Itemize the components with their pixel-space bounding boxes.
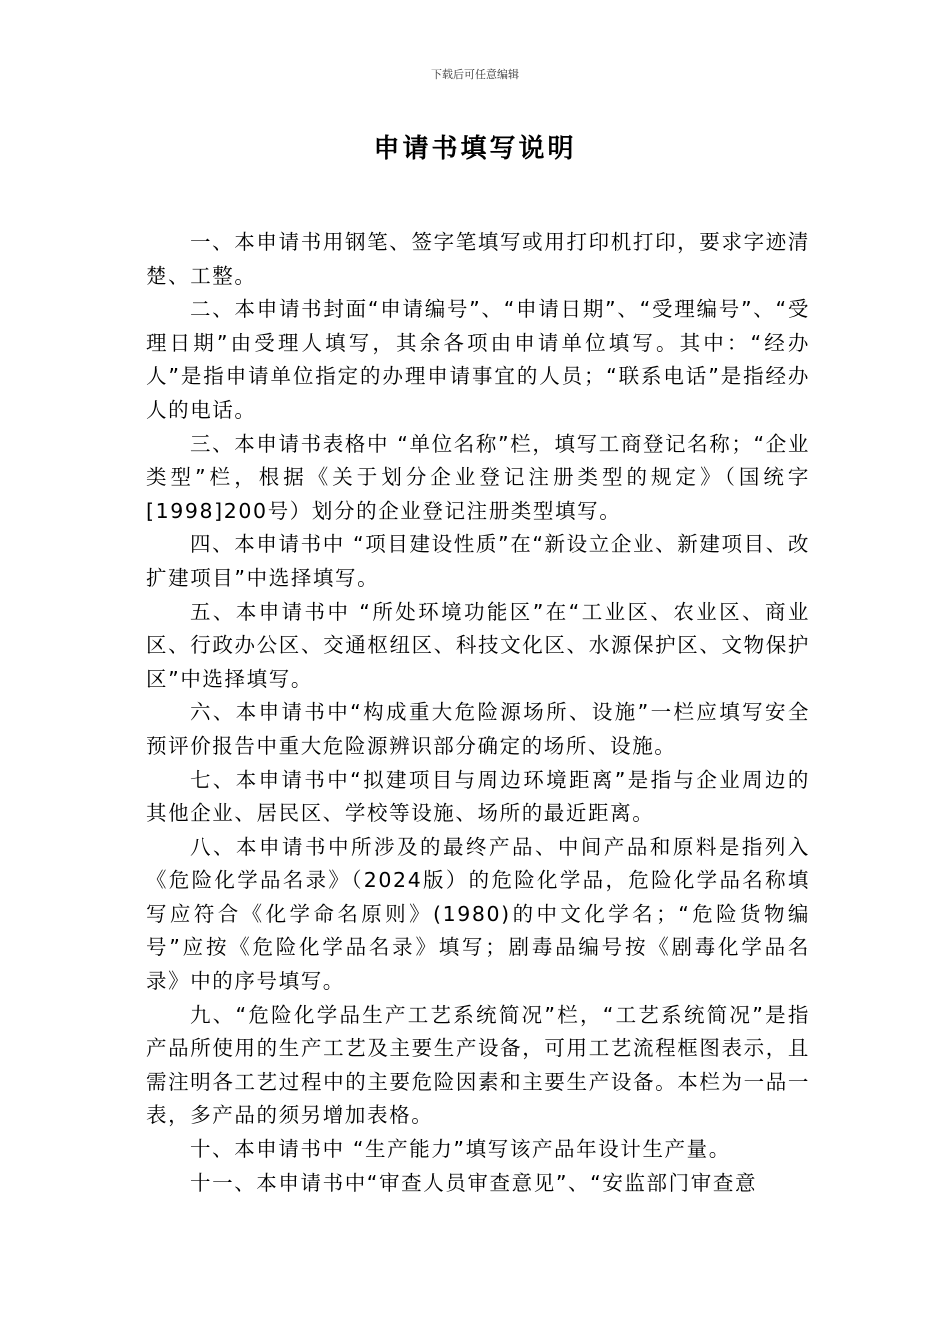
document-title: 申请书填写说明	[373, 134, 577, 164]
document-body	[146, 226, 810, 1200]
paragraph-6: 六、本申请书中“构成重大危险源场所、设施”一栏应填写安全预评价报告中重大危险源辨识部分确定的场所、设施。	[146, 700, 810, 758]
paragraph-1: 一、本申请书用钢笔、签字笔填写或用打印机打印，要求字迹清楚、工整。	[146, 230, 810, 288]
paragraph-10: 十、本申请书中 “生产能力”填写该产品年设计生产量。	[190, 1137, 731, 1162]
paragraph-4: 四、本申请书中 “项目建设性质”在“新设立企业、新建项目、改扩建项目”中选择填写。	[146, 532, 810, 590]
paragraph-9: 九、“危险化学品生产工艺系统简况”栏，“工艺系统简况”是指产品所使用的生产工艺及主要生产设备，可用工艺流程框图表示，且需注明各工艺过程中的主要危险因素和主要生产设备。本栏为一品一表，多产品的须另增加表格。	[146, 1002, 810, 1128]
paragraph-5: 五、本申请书中 “所处环境功能区”在“工业区、农业区、商业区、行政办公区、交通枢纽区、科技文化区、水源保护区、文物保护区”中选择填写。	[146, 599, 810, 691]
paragraph-7: 七、本申请书中“拟建项目与周边环境距离”是指与企业周边的其他企业、居民区、学校等设施、场所的最近距离。	[146, 767, 810, 826]
paragraph-3: 三、本申请书表格中 “单位名称”栏，填写工商登记名称；“企业类型”栏，根据《关于划分企业登记注册类型的规定》（国统字[1998]200号）划分的企业登记注册类型填写。	[146, 431, 810, 523]
page-header-note: 下载后可任意编辑	[431, 68, 519, 81]
paragraph-8: 八、本申请书中所涉及的最终产品、中间产品和原料是指列入《危险化学品名录》（2024版）的危险化学品，危险化学品名称填写应符合《化学命名原则》(1980)的中文化学名；“危险货物编号”应按《危险化学品名录》填写；剧毒品编号按《剧毒化学品名录》中的序号填写。	[146, 834, 810, 994]
paragraph-2: 二、本申请书封面“申请编号”、“申请日期”、“受理编号”、“受理日期”由受理人填写，其余各项由申请单位填写。其中：“经办人”是指申请单位指定的办理申请事宜的人员；“联系电话”是指经办人的电话。	[146, 297, 810, 422]
paragraph-11: 十一、本申请书中“审查人员审查意见”、“安监部门审查意	[190, 1170, 758, 1195]
